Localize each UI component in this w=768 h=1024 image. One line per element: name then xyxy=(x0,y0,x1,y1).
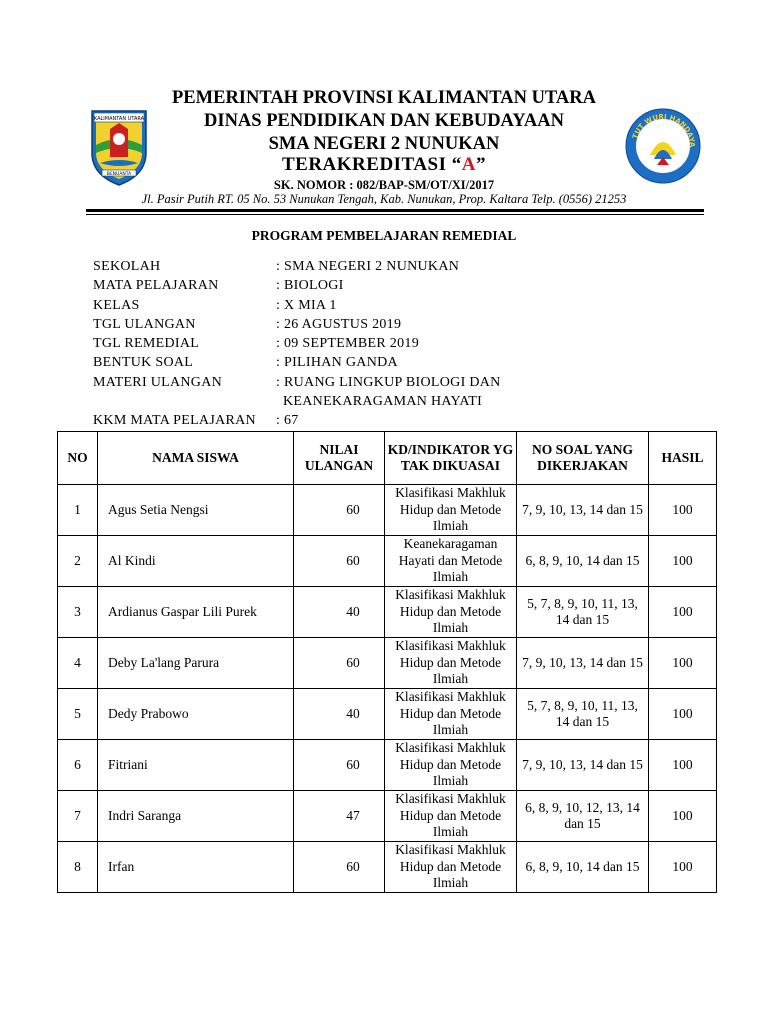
table-row xyxy=(58,587,717,638)
emblem-title-text: KALIMANTAN UTARA xyxy=(93,116,145,122)
table-header-row xyxy=(58,432,717,485)
info-label: KELAS xyxy=(93,297,140,313)
info-row-tgl-ulangan xyxy=(93,315,501,334)
info-label: SEKOLAH xyxy=(93,259,161,274)
info-label: KKM MATA PELAJARAN xyxy=(93,413,256,429)
cell-nilai: 60 xyxy=(294,536,385,587)
info-label: MATERI ULANGAN xyxy=(93,374,223,390)
cell-kd: Klasifikasi Makhluk Hidup dan Metode Ilmiah xyxy=(385,842,517,893)
cell-soal: 5, 7, 8, 9, 10, 11, 13, 14 dan 15 xyxy=(517,689,649,740)
letterhead-divider-thick xyxy=(86,209,704,212)
header-nama-siswa: NAMA SISWA xyxy=(98,432,294,485)
letterhead-province: PEMERINTAH PROVINSI KALIMANTAN UTARA xyxy=(172,88,596,108)
header-nilai-ulangan: NILAI ULANGAN xyxy=(294,432,385,485)
cell-kd: Klasifikasi Makhluk Hidup dan Metode Ilmiah xyxy=(385,587,517,638)
cell-no: 4 xyxy=(58,638,98,689)
info-value: : 67 xyxy=(276,413,299,429)
info-value: : PILIHAN GANDA xyxy=(276,355,398,371)
info-row-bentuk-soal xyxy=(93,353,501,372)
letterhead-accreditation xyxy=(0,154,768,176)
cell-kd: Klasifikasi Makhluk Hidup dan Metode Ilmiah xyxy=(385,638,517,689)
info-label: TGL REMEDIAL xyxy=(93,336,200,352)
info-row-materi-ulangan xyxy=(93,373,501,392)
cell-soal: 6, 8, 9, 10, 14 dan 15 xyxy=(517,842,649,893)
document-title: PROGRAM PEMBELAJARAN REMEDIAL xyxy=(251,228,517,243)
header-no: NO xyxy=(58,432,98,485)
info-value: : RUANG LINGKUP BIOLOGI DAN xyxy=(276,374,501,390)
info-row-materi-ulangan-cont xyxy=(93,392,501,411)
cell-hasil: 100 xyxy=(649,689,717,740)
letterhead-divider-thin xyxy=(86,214,704,215)
info-row-sekolah xyxy=(93,257,501,276)
cell-nilai: 47 xyxy=(294,791,385,842)
info-block xyxy=(93,257,501,431)
cell-nama: Ardianus Gaspar Lili Purek xyxy=(98,587,294,638)
cell-soal: 7, 9, 10, 13, 14 dan 15 xyxy=(517,485,649,536)
info-value: : 26 AGUSTUS 2019 xyxy=(276,316,402,332)
table-row xyxy=(58,842,717,893)
accreditation-grade: A xyxy=(461,154,476,175)
info-label xyxy=(93,392,276,411)
cell-nama: Deby La'lang Parura xyxy=(98,638,294,689)
table-row xyxy=(58,791,717,842)
cell-kd: Klasifikasi Makhluk Hidup dan Metode Ilmiah xyxy=(385,740,517,791)
table-row xyxy=(58,740,717,791)
cell-hasil: 100 xyxy=(649,587,717,638)
info-value: : BIOLOGI xyxy=(276,278,344,294)
cell-kd: Klasifikasi Makhluk Hidup dan Metode Ilmiah xyxy=(385,689,517,740)
letterhead-school: SMA NEGERI 2 NUNUKAN xyxy=(268,134,500,154)
cell-nama: Al Kindi xyxy=(98,536,294,587)
cell-soal: 7, 9, 10, 13, 14 dan 15 xyxy=(517,638,649,689)
cell-hasil: 100 xyxy=(649,485,717,536)
info-value: : 09 SEPTEMBER 2019 xyxy=(276,336,419,352)
info-row-kelas xyxy=(93,296,501,315)
info-label: MATA PELAJARAN xyxy=(93,278,219,294)
cell-nilai: 40 xyxy=(294,689,385,740)
cell-hasil: 100 xyxy=(649,740,717,791)
cell-no: 5 xyxy=(58,689,98,740)
emblem-ring-text: TUT WURI HANDAYA xyxy=(631,112,697,148)
header-hasil: HASIL xyxy=(649,432,717,485)
cell-kd: Klasifikasi Makhluk Hidup dan Metode Ilmiah xyxy=(385,791,517,842)
cell-hasil: 100 xyxy=(649,536,717,587)
letterhead-agency: DINAS PENDIDIKAN DAN KEBUDAYAAN xyxy=(204,111,564,131)
accreditation-prefix: TERAKREDITASI “ xyxy=(281,154,462,175)
info-label: BENTUK SOAL xyxy=(93,355,194,371)
cell-nilai: 60 xyxy=(294,740,385,791)
info-value: : X MIA 1 xyxy=(276,297,337,313)
cell-no: 1 xyxy=(58,485,98,536)
table-row xyxy=(58,536,717,587)
cell-nilai: 60 xyxy=(294,485,385,536)
cell-hasil: 100 xyxy=(649,842,717,893)
cell-no: 8 xyxy=(58,842,98,893)
cell-nama: Fitriani xyxy=(98,740,294,791)
cell-soal: 5, 7, 8, 9, 10, 11, 13, 14 dan 15 xyxy=(517,587,649,638)
cell-no: 3 xyxy=(58,587,98,638)
info-value: KEANEKARAGAMAN HAYATI xyxy=(283,394,483,410)
cell-nama: Irfan xyxy=(98,842,294,893)
cell-kd: Keanekaragaman Hayati dan Metode Ilmiah xyxy=(385,536,517,587)
header-kd-indikator: KD/INDIKATOR YG TAK DIKUASAI xyxy=(385,432,517,485)
remedial-table xyxy=(57,431,717,893)
cell-no: 7 xyxy=(58,791,98,842)
cell-kd: Klasifikasi Makhluk Hidup dan Metode Ilmiah xyxy=(385,485,517,536)
cell-soal: 6, 8, 9, 10, 14 dan 15 xyxy=(517,536,649,587)
cell-hasil: 100 xyxy=(649,638,717,689)
table-row xyxy=(58,689,717,740)
accreditation-suffix: ” xyxy=(476,154,486,175)
emblem-banner-text: BENUANTA xyxy=(106,172,132,177)
info-value: : SMA NEGERI 2 NUNUKAN xyxy=(276,259,460,274)
info-row-kkm xyxy=(93,411,501,430)
info-label: TGL ULANGAN xyxy=(93,316,196,332)
letterhead-address: Jl. Pasir Putih RT. 05 No. 53 Nunukan Tengah, Kab. Nunukan, Prop. Kaltara Telp. (0556) 21253 xyxy=(141,192,627,206)
table-row xyxy=(58,638,717,689)
cell-nilai: 60 xyxy=(294,638,385,689)
cell-no: 6 xyxy=(58,740,98,791)
cell-nama: Indri Saranga xyxy=(98,791,294,842)
cell-soal: 6, 8, 9, 10, 12, 13, 14 dan 15 xyxy=(517,791,649,842)
cell-soal: 7, 9, 10, 13, 14 dan 15 xyxy=(517,740,649,791)
header-no-soal: NO SOAL YANG DIKERJAKAN xyxy=(517,432,649,485)
info-row-tgl-remedial xyxy=(93,334,501,353)
cell-nilai: 60 xyxy=(294,842,385,893)
cell-nama: Dedy Prabowo xyxy=(98,689,294,740)
cell-hasil: 100 xyxy=(649,791,717,842)
cell-nilai: 40 xyxy=(294,587,385,638)
cell-nama: Agus Setia Nengsi xyxy=(98,485,294,536)
letterhead-sk-number: SK. NOMOR : 082/BAP-SM/OT/XI/2017 xyxy=(273,178,495,192)
table-row xyxy=(58,485,717,536)
cell-no: 2 xyxy=(58,536,98,587)
info-row-mata-pelajaran xyxy=(93,276,501,295)
